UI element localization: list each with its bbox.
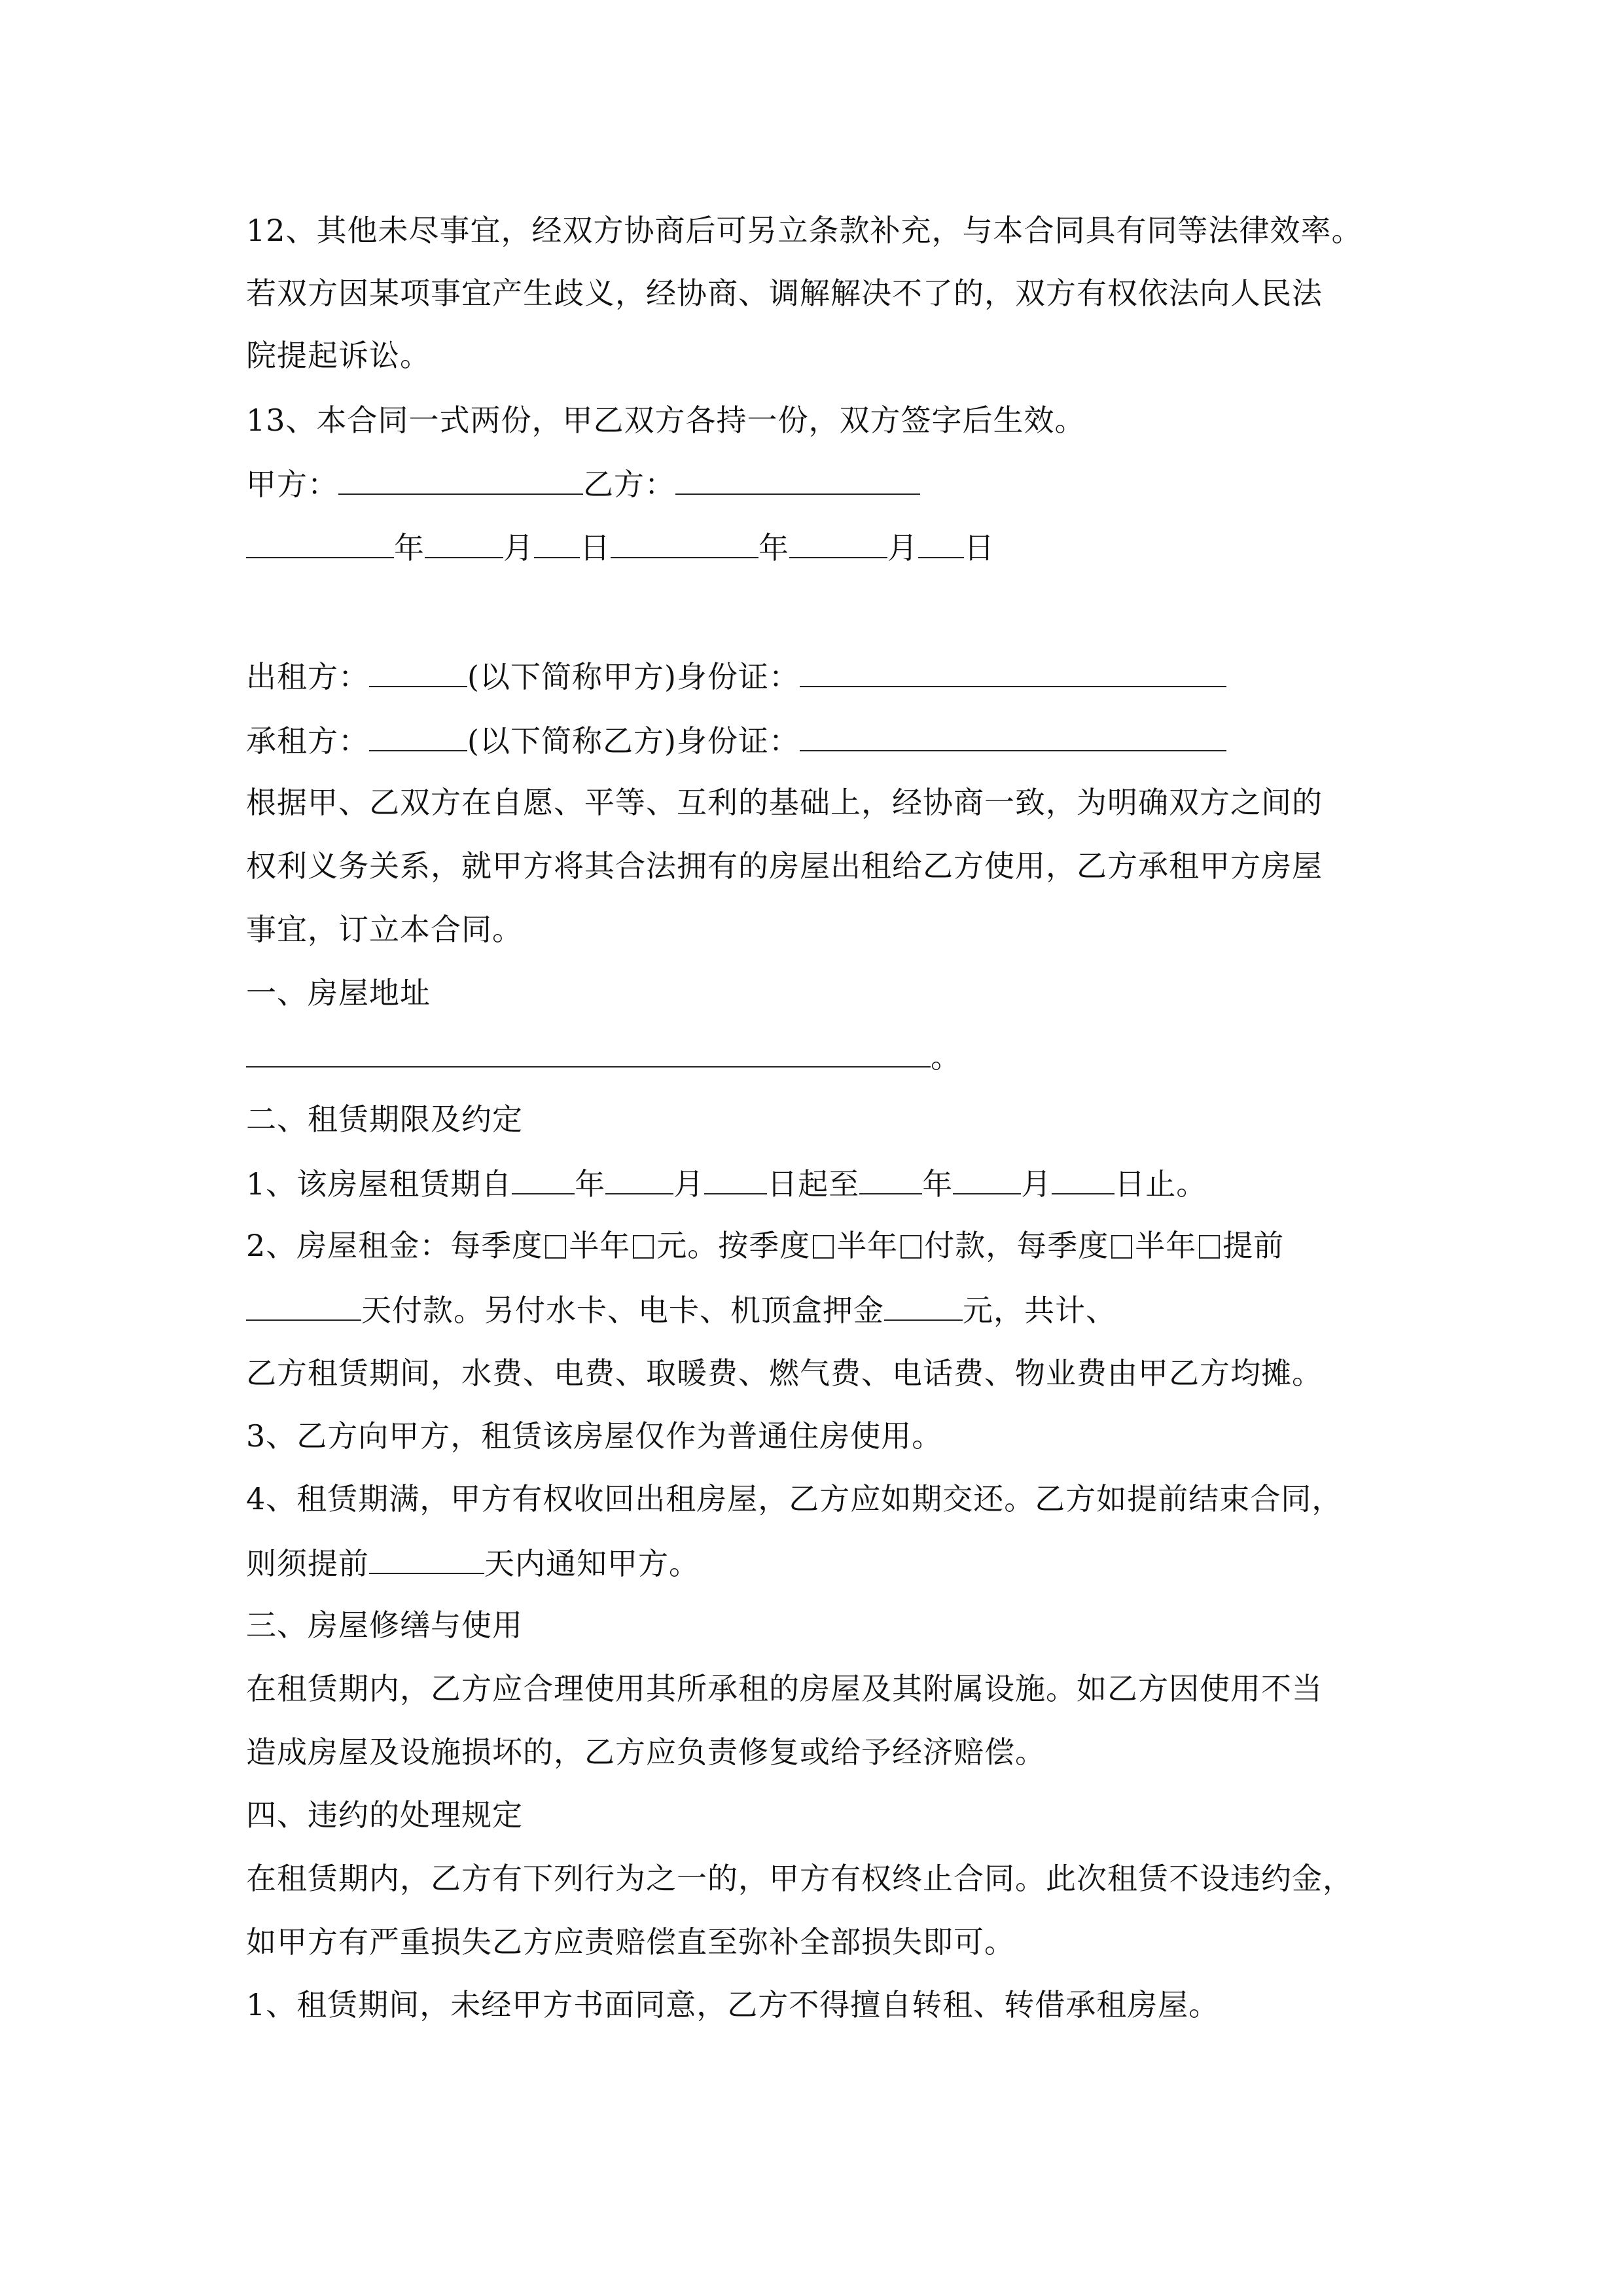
deposit-text: 天付款。另付水卡、电卡、机顶盒押金 bbox=[361, 1293, 884, 1328]
total-text: 元，共计、 bbox=[963, 1293, 1116, 1328]
lessor-row bbox=[246, 656, 1226, 696]
deposit-amount-blank[interactable] bbox=[884, 1289, 963, 1321]
notice-prefix: 则须提前 bbox=[246, 1546, 369, 1581]
rent-row-2 bbox=[246, 1289, 1116, 1330]
signature-parties-row bbox=[246, 463, 920, 504]
date-b-month-blank[interactable] bbox=[789, 527, 887, 558]
breach-line-1: 在租赁期内，乙方有下列行为之一的，甲方有权终止合同。此次租赁不设违约金， bbox=[246, 1861, 1353, 1896]
checkbox[interactable] bbox=[813, 1235, 834, 1259]
rent-row-1 bbox=[246, 1226, 1284, 1265]
lessee-note: (以下简称乙方)身份证： bbox=[467, 723, 800, 759]
section-1-title: 一、房屋地址 bbox=[246, 975, 431, 1011]
year-label: 年 bbox=[922, 1166, 954, 1202]
expiry-line-2 bbox=[246, 1543, 700, 1583]
month-label: 月 bbox=[503, 530, 534, 565]
checkbox[interactable] bbox=[1111, 1235, 1132, 1259]
address-end: 。 bbox=[931, 1039, 961, 1075]
party-b-blank[interactable] bbox=[675, 463, 920, 495]
month-label: 月 bbox=[887, 530, 918, 565]
repair-line-1: 在租赁期内，乙方应合理使用其所承租的房屋及其附属设施。如乙方因使用不当 bbox=[246, 1671, 1323, 1706]
lease-term-prefix: 1、该房屋租赁期自 bbox=[246, 1166, 512, 1202]
clause-12-line-1: 12、其他未尽事宜，经双方协商后可另立条款补充，与本合同具有同等法律效率。 bbox=[246, 213, 1363, 248]
end-month-blank[interactable] bbox=[953, 1163, 1021, 1194]
end-day-label: 日止。 bbox=[1115, 1166, 1207, 1202]
address-blank[interactable] bbox=[246, 1036, 931, 1067]
year-label: 年 bbox=[575, 1166, 606, 1202]
date-a-day-blank[interactable] bbox=[534, 527, 580, 558]
lessor-label: 出租方： bbox=[246, 659, 369, 694]
section-3-title: 三、房屋修缮与使用 bbox=[246, 1607, 523, 1643]
date-b-year-blank[interactable] bbox=[611, 527, 758, 558]
checkbox[interactable] bbox=[545, 1235, 566, 1259]
lessee-row bbox=[246, 720, 1226, 761]
section-2-title: 二、租赁期限及约定 bbox=[246, 1102, 523, 1137]
address-row bbox=[246, 1036, 961, 1077]
clause-12-line-2: 若双方因某项事宜产生歧义，经协商、调解解决不了的，双方有权依法向人民法 bbox=[246, 276, 1323, 311]
breach-item-1: 1、租赁期间，未经甲方书面同意，乙方不得擅自转租、转借承租房屋。 bbox=[246, 1987, 1220, 2022]
lessee-name-blank[interactable] bbox=[369, 720, 467, 751]
party-a-label: 甲方： bbox=[246, 467, 338, 502]
checkbox[interactable] bbox=[1199, 1235, 1220, 1259]
intro-line-1: 根据甲、乙双方在自愿、平等、互利的基础上，经协商一致，为明确双方之间的 bbox=[246, 785, 1323, 820]
clause-12-line-3: 院提起诉讼。 bbox=[246, 338, 431, 373]
end-day-blank[interactable] bbox=[1052, 1163, 1115, 1194]
year-label: 年 bbox=[758, 530, 789, 565]
checkbox[interactable] bbox=[901, 1235, 921, 1259]
party-b-label: 乙方： bbox=[583, 467, 675, 502]
start-day-blank[interactable] bbox=[704, 1163, 767, 1194]
start-month-blank[interactable] bbox=[605, 1163, 673, 1194]
intro-line-3: 事宜，订立本合同。 bbox=[246, 912, 523, 947]
party-a-blank[interactable] bbox=[338, 463, 583, 495]
rent-text-f: 半年 bbox=[1135, 1228, 1197, 1263]
expiry-line-1: 4、租赁期满，甲方有权收回出租房屋，乙方应如期交还。乙方如提前结束合同， bbox=[246, 1481, 1343, 1516]
end-year-blank[interactable] bbox=[859, 1163, 922, 1194]
lessor-id-blank[interactable] bbox=[800, 656, 1226, 687]
rent-text-g: 提前 bbox=[1222, 1228, 1285, 1263]
intro-line-2: 权利义务关系，就甲方将其合法拥有的房屋出租给乙方使用，乙方承租甲方房屋 bbox=[246, 848, 1323, 884]
checkbox[interactable] bbox=[633, 1235, 654, 1259]
repair-line-2: 造成房屋及设施损坏的，乙方应负责修复或给予经济赔偿。 bbox=[246, 1734, 1046, 1770]
section-4-title: 四、违约的处理规定 bbox=[246, 1797, 523, 1833]
date-b-day-blank[interactable] bbox=[918, 527, 964, 558]
utilities-line: 乙方租赁期间，水费、电费、取暖费、燃气费、电话费、物业费由甲乙方均摊。 bbox=[246, 1355, 1323, 1391]
day-label: 日 bbox=[580, 530, 611, 565]
lessor-name-blank[interactable] bbox=[369, 656, 467, 687]
date-a-month-blank[interactable] bbox=[425, 527, 503, 558]
lessee-label: 承租方： bbox=[246, 723, 369, 759]
month-label: 月 bbox=[673, 1166, 705, 1202]
notice-suffix: 天内通知甲方。 bbox=[484, 1546, 700, 1581]
usage-line: 3、乙方向甲方，租赁该房屋仅作为普通住房使用。 bbox=[246, 1418, 943, 1454]
lessee-id-blank[interactable] bbox=[800, 720, 1226, 751]
rent-text-a: 2、房屋租金：每季度 bbox=[246, 1228, 543, 1263]
breach-line-2: 如甲方有严重损失乙方应责赔偿直至弥补全部损失即可。 bbox=[246, 1924, 1015, 1960]
lease-term-row bbox=[246, 1163, 1207, 1204]
rent-text-d: 半年 bbox=[836, 1228, 899, 1263]
rent-text-e: 付款，每季度 bbox=[924, 1228, 1109, 1263]
clause-13: 13、本合同一式两份，甲乙双方各持一份，双方签字后生效。 bbox=[246, 403, 1086, 438]
date-a-year-blank[interactable] bbox=[246, 527, 394, 558]
year-label: 年 bbox=[394, 530, 425, 565]
start-year-blank[interactable] bbox=[512, 1163, 575, 1194]
rent-text-b: 半年 bbox=[569, 1228, 631, 1263]
rent-text-c: 元。按季度 bbox=[656, 1228, 811, 1263]
notice-days-blank[interactable] bbox=[369, 1543, 484, 1574]
lessor-note: (以下简称甲方)身份证： bbox=[467, 659, 800, 694]
payment-days-blank[interactable] bbox=[246, 1289, 361, 1321]
signature-dates-row bbox=[246, 527, 995, 567]
day-label: 日 bbox=[964, 530, 995, 565]
month-label: 月 bbox=[1021, 1166, 1052, 1202]
start-day-label: 日起至 bbox=[767, 1166, 860, 1202]
